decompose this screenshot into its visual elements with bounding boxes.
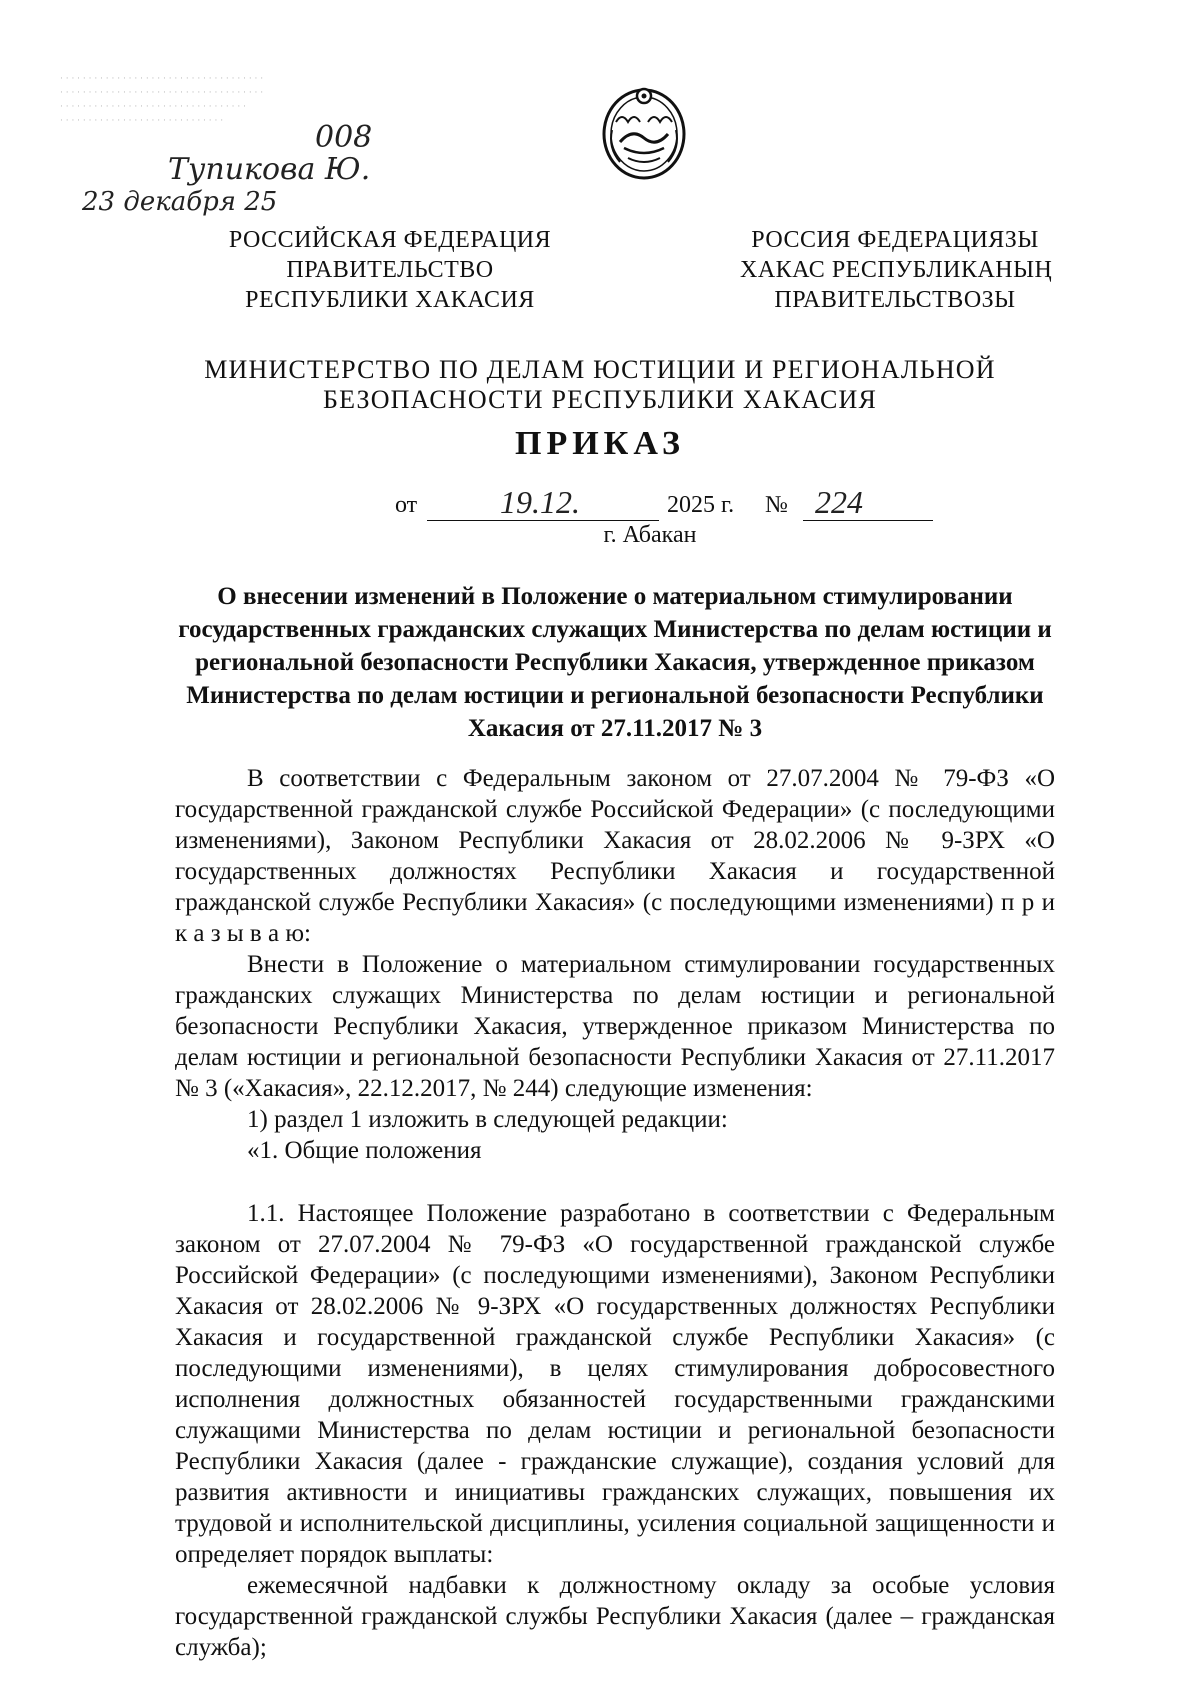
header-line: ПРАВИТЕЛЬСТВО xyxy=(286,257,494,283)
header-line: РОССИЯ ФЕДЕРАЦИЯЗЫ xyxy=(751,227,1039,253)
body-paragraph: Внести в Положение о материальном стимулировании государственных гражданских служащих Министерства по делам юстиции и региональной безопасности Республики Хакасия, утвержденное приказом Министерства по делам юстиции и региональной безопасности Республики Хакасия от 27.11.2017 № 3 («Хакасия», 22.12.2017, № 244) следующие изменения: xyxy=(175,951,1055,1102)
header-russian xyxy=(205,225,575,315)
stamp-faint-line: · · · · · · · · · · · · · · · · · · · · · · · · · · · · · · · · · xyxy=(60,102,246,112)
subject-line: Хакасия от 27.11.2017 № 3 xyxy=(467,715,763,742)
date-handwritten: 19.12. xyxy=(500,484,580,520)
ministry-name xyxy=(175,355,1025,415)
ministry-line: БЕЗОПАСНОСТИ РЕСПУБЛИКИ ХАКАСИЯ xyxy=(322,385,878,414)
subject-line: Министерства по делам юстиции и региональной безопасности Республики xyxy=(186,682,1044,709)
number-label: № xyxy=(765,492,788,518)
body-paragraph: ежемесячной надбавки к должностному окладу за особые условия государственной гражданской службы Республики Хакасия (далее – гражданская служба); xyxy=(175,1572,1055,1661)
header-line: РОССИЙСКАЯ ФЕДЕРАЦИЯ xyxy=(228,227,552,253)
order-title: ПРИКАЗ xyxy=(515,425,685,462)
order-body xyxy=(175,763,1055,1663)
header-line: РЕСПУБЛИКИ ХАКАСИЯ xyxy=(245,287,535,313)
stamp-faint-line: · · · · · · · · · · · · · · · · · · · · · · · · · · · · · · · · · · · · xyxy=(60,88,264,98)
date-prefix: от xyxy=(395,492,418,518)
stamp-faint-line: · · · · · · · · · · · · · · · · · · · · · · · · · · · · · · · · · · · · xyxy=(60,74,264,84)
stamp-signature: Тупикова Ю. xyxy=(168,152,371,187)
coat-of-arms-emblem xyxy=(598,82,690,182)
stamp-date: 23 декабря 25 xyxy=(82,187,278,217)
order-subject xyxy=(175,580,1055,745)
paragraph-gap xyxy=(175,1166,1055,1198)
number-handwritten: 224 xyxy=(815,484,863,520)
body-paragraph: 1.1. Настоящее Положение разработано в соответствии с Федеральным законом от 27.07.2004 № 79-ФЗ «О государственной гражданской службе Российской Федерации» (с последующими изменениями), Законом Республики Хакасия от 28.02.2006 № 9-ЗРХ «О государственных должностях Республики Хакасия и государственной гражданской службе Республики Хакасия» (с последующими изменениями), в целях стимулирования добросовестного исполнения должностных обязанностей государственными гражданскими служащими Министерства по делам юстиции и региональной безопасности Республики Хакасия (далее - гражданские служащие), создания условий для развития активности и инициативы гражданских служащих, повышения их трудовой и исполнительской дисциплины, усиления социальной защищенности и определяет порядок выплаты: xyxy=(175,1200,1055,1568)
header-line: ХАКАС РЕСПУБЛИКАНЫҢ xyxy=(740,257,1053,283)
year-text: 2025 г. xyxy=(667,492,735,518)
subject-line: региональной безопасности Республики Хакасия, утвержденное приказом xyxy=(195,649,1035,676)
body-paragraph: 1) раздел 1 изложить в следующей редакции: xyxy=(247,1106,728,1133)
subject-line: О внесении изменений в Положение о материальном стимулировании xyxy=(217,583,1013,610)
subject-line: государственных гражданских служащих Министерства по делам юстиции и xyxy=(178,616,1052,643)
section-heading: «1. Общие положения xyxy=(247,1137,482,1164)
stamp-faint-line: · · · · · · · · · · · · · · · · · · · · · · · · · · · · · xyxy=(60,116,224,126)
city-name: г. Абакан xyxy=(603,522,697,548)
header-khakas xyxy=(740,225,1053,315)
ministry-line: МИНИСТЕРСТВО ПО ДЕЛАМ ЮСТИЦИИ И РЕГИОНАЛЬНОЙ xyxy=(204,355,996,384)
body-paragraph: В соответствии с Федеральным законом от 27.07.2004 № 79-ФЗ «О государственной гражданской службе Российской Федерации» (с последующими изменениями), Законом Республики Хакасия от 28.02.2006 № 9-ЗРХ «О государственных должностях Республики Хакасия и государственной гражданской службе Республики Хакасия» (с последующими изменениями) п р и к а з ы в а ю: xyxy=(175,765,1055,947)
header-line: ПРАВИТЕЛЬСТВОЗЫ xyxy=(774,287,1016,313)
stamp-number: 008 xyxy=(315,120,373,155)
